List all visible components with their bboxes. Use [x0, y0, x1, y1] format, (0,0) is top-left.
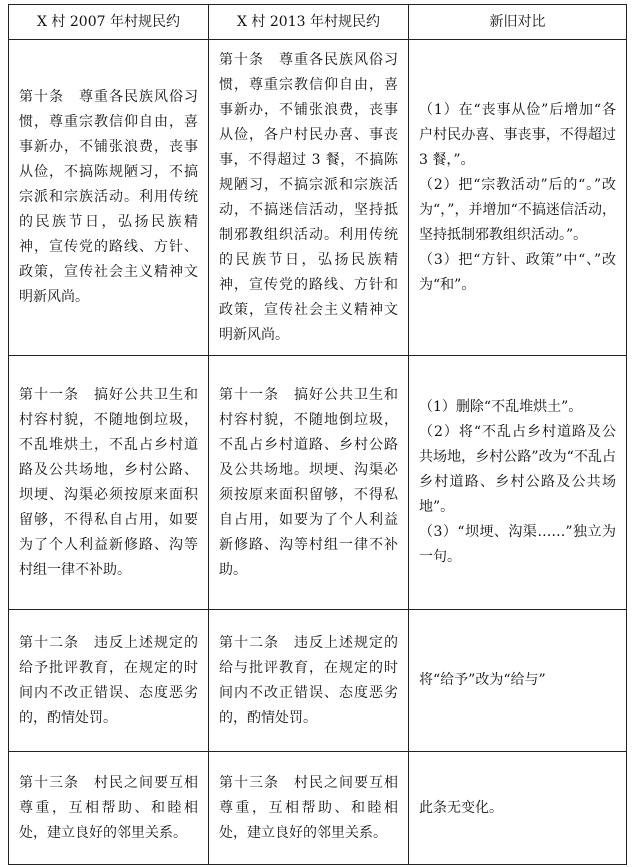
comparison-table: [8, 4, 627, 865]
table-row: [9, 752, 627, 865]
article-12-comparison: [409, 610, 627, 752]
article-13-comparison: [409, 752, 627, 865]
article-12-2013: 第十二条 违反上述规定的给与批评教育，在规定的时间内不改正错误、态度恶劣的，酌情处罚。: [209, 610, 409, 752]
comparison-item: （2）将“不乱占乡村道路及公共场地，乡村公路”改为“不乱占乡村道路、乡村公路及公共场地”。: [419, 424, 616, 515]
article-10-comparison: [409, 40, 627, 356]
comparison-item: 此条无变化。: [419, 799, 503, 816]
article-11-2007: 第十一条 搞好公共卫生和村容村貌，不随地倒垃圾，不乱堆烘土，不乱占乡村道路及公共场地，乡村公路、坝埂、沟渠必须按原来面积留够，不得私自占用，如要为了个人利益新修路、沟等村组一律不补助。: [9, 356, 209, 610]
article-13-2013: 第十三条 村民之间要互相尊重，互相帮助、和睦相处，建立良好的邻里关系。: [209, 752, 409, 865]
article-10-2007: 第十条 尊重各民族风俗习惯，尊重宗教信仰自由，喜事新办，不铺张浪费，丧事从俭，不搞陈规陋习，不搞宗派和宗族活动。利用传统的民族节日，弘扬民族精神，宣传党的路线、方针、政策，宣传社会主义精神文明新风尚。: [9, 40, 209, 356]
table-row: [9, 610, 627, 752]
header-2007: X 村 2007 年村规民约: [9, 5, 209, 40]
table-row: [9, 40, 627, 356]
header-comparison: 新旧对比: [409, 5, 627, 40]
article-11-comparison: [409, 356, 627, 610]
comparison-item: （2）把“宗教活动”后的“。”改为“，”，并增加“不搞迷信活动，坚持抵制邪教组织活动。”。: [419, 176, 616, 243]
article-13-2007: 第十三条 村民之间要互相尊重，互相帮助、和睦相处，建立良好的邻里关系。: [9, 752, 209, 865]
table-row: [9, 356, 627, 610]
comparison-item: 将“给予”改为“给与”: [419, 672, 546, 688]
comparison-item: （1）删除“不乱堆烘土”。: [419, 399, 583, 415]
header-2013: X 村 2013 年村规民约: [209, 5, 409, 40]
article-11-2013: 第十一条 搞好公共卫生和村容村貌，不随地倒垃圾，不乱占乡村道路、乡村公路及公共场地。坝埂、沟渠必须按原来面积留够，不得私自占用，如要为了个人利益新修路、沟等村组一律不补助。: [209, 356, 409, 610]
comparison-item: （3）“坝埂、沟渠……”独立为一句。: [419, 524, 616, 565]
comparison-item: （3）把“方针、政策”中“、”改为“和”。: [419, 251, 616, 293]
article-12-2007: 第十二条 违反上述规定的给予批评教育，在规定的时间内不改正错误、态度恶劣的，酌情处罚。: [9, 610, 209, 752]
header-row: [9, 5, 627, 40]
article-10-2013: 第十条 尊重各民族风俗习惯，尊重宗教信仰自由，喜事新办，不铺张浪费，丧事从俭，各户村民办喜、事丧事，不得超过 3 餐，不搞陈规陋习，不搞宗派和宗族活动，不搞迷信活动，坚持抵制邪教组织活动。利用传统的民族节日，弘扬民族精神，宣传党的路线、方针和政策，宣传社会主义精神文明新风尚。: [209, 40, 409, 356]
comparison-item: （1）在“丧事从俭”后增加“各户村民办喜、事丧事，不得超过 3 餐，”。: [419, 101, 616, 168]
